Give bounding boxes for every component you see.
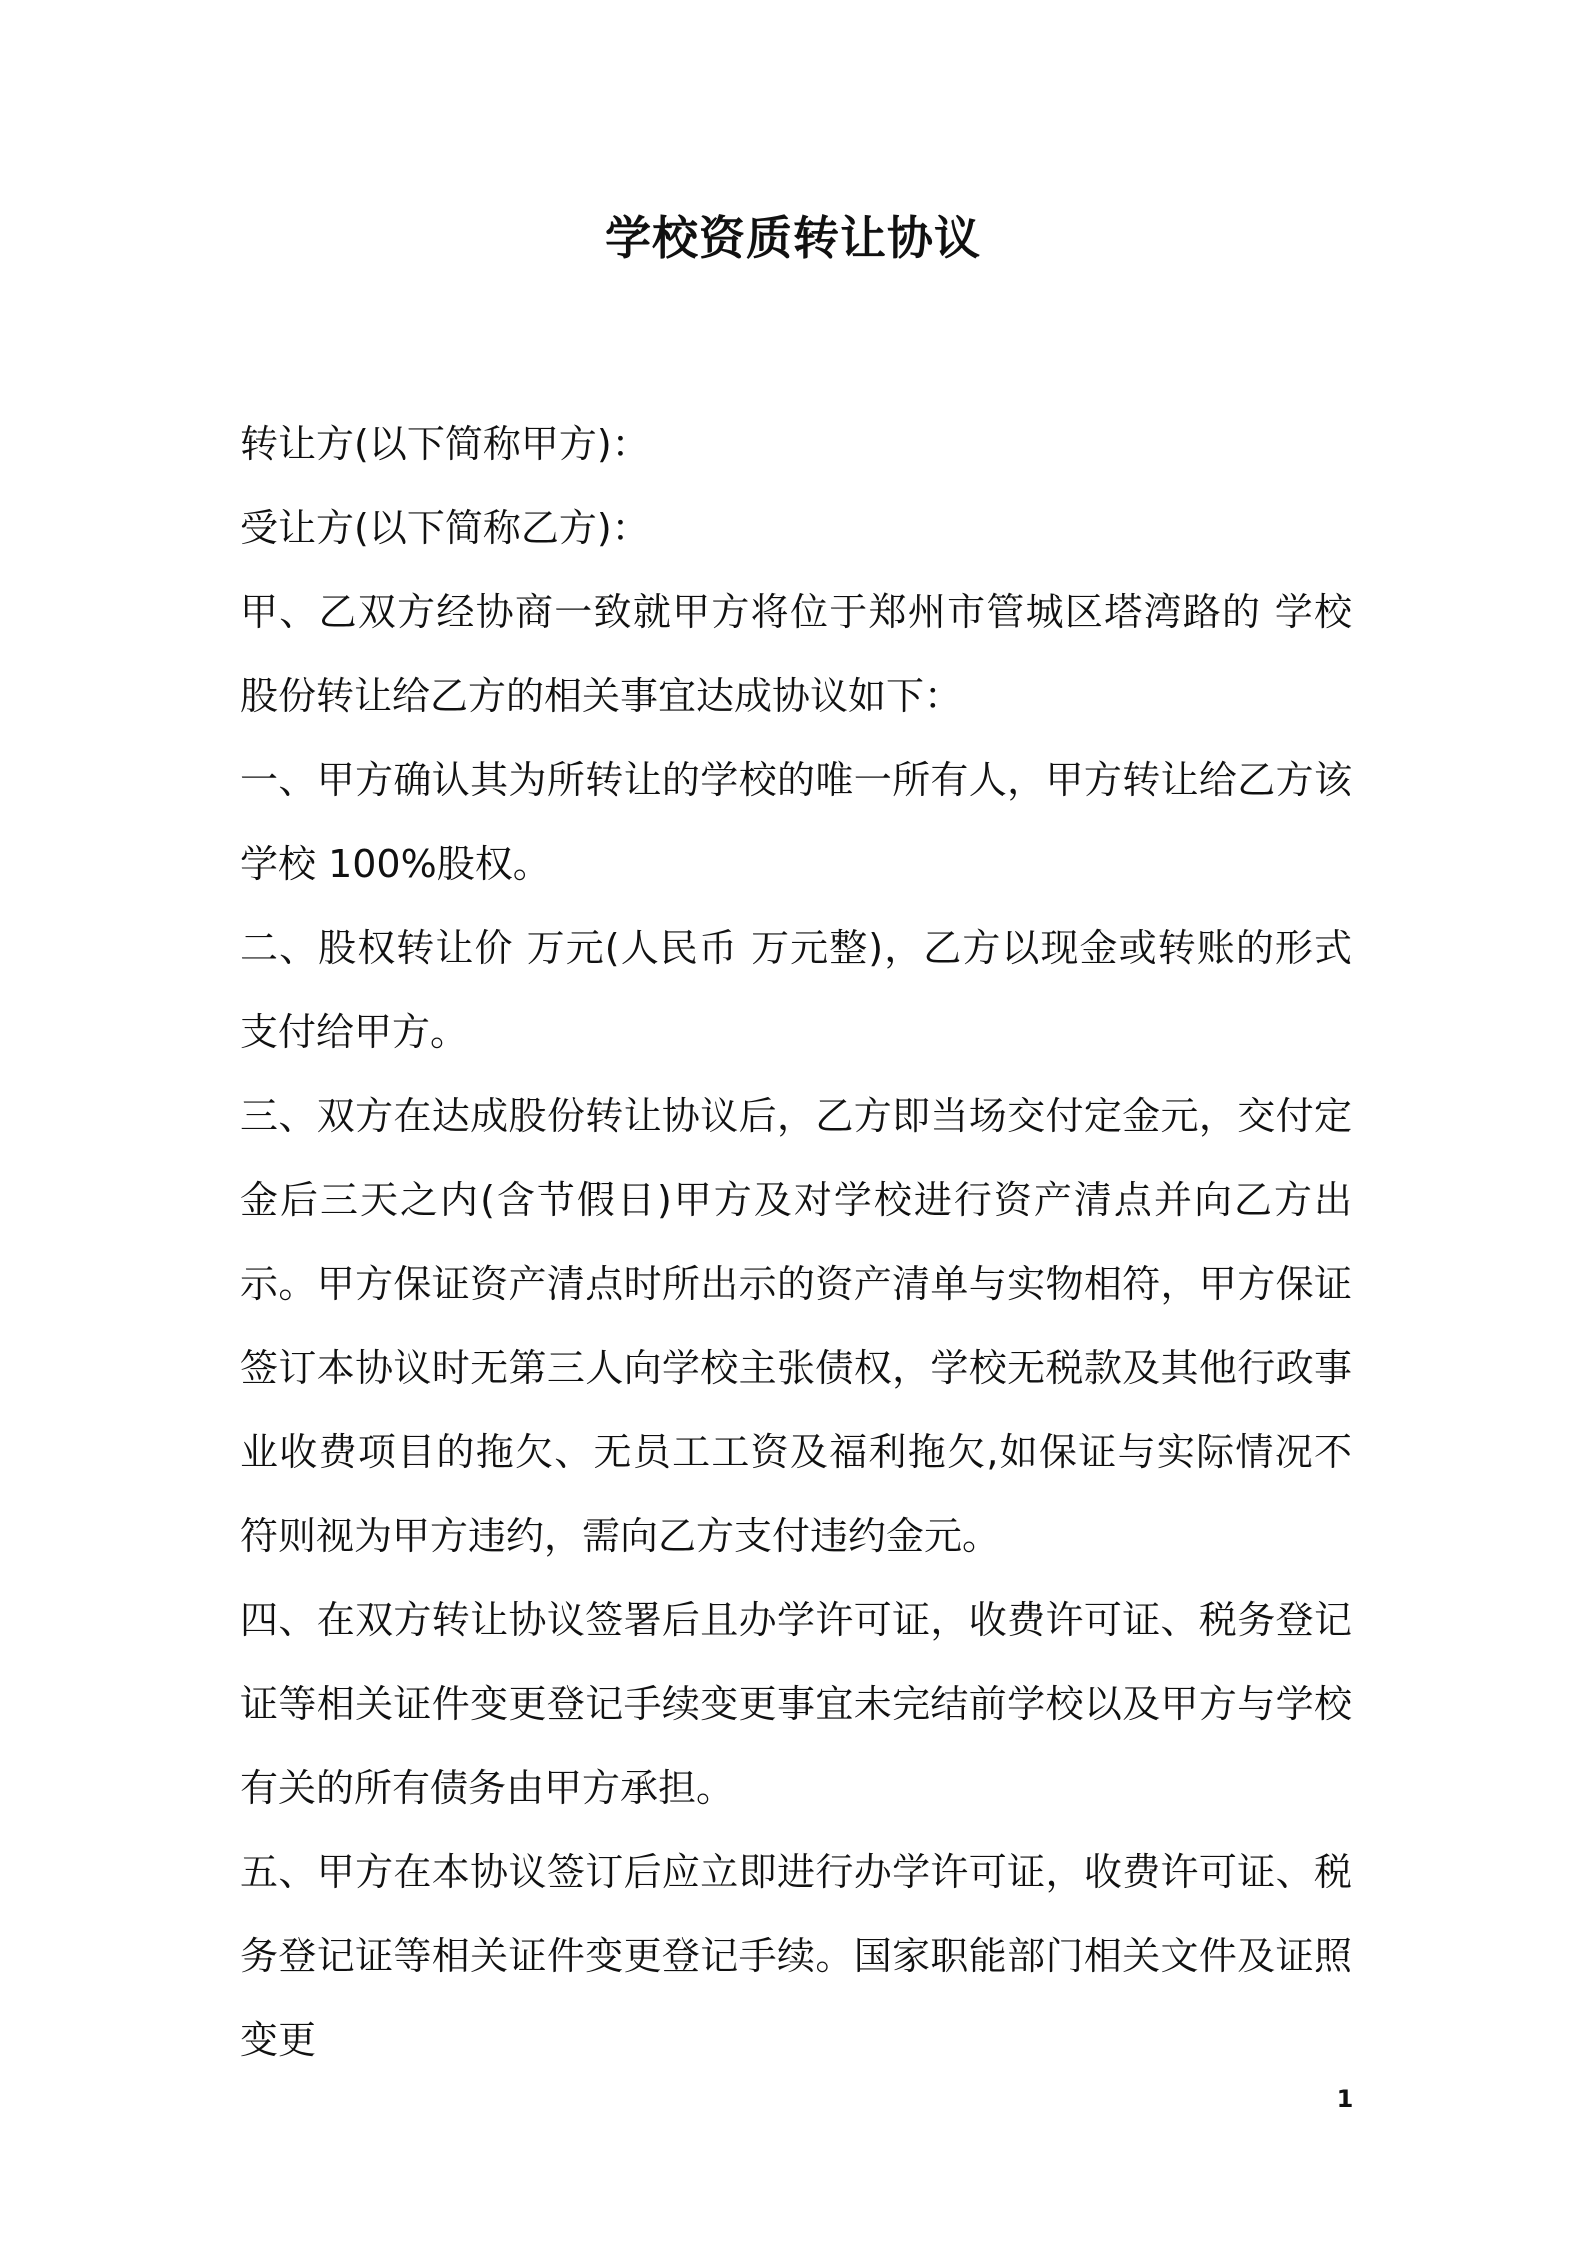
clause-one: 一、甲方确认其为所转让的学校的唯一所有人，甲方转让给乙方该学校 100%股权。 bbox=[240, 758, 1352, 886]
clause-five: 五、甲方在本协议签订后应立即进行办学许可证，收费许可证、税务登记证等相关证件变更登记手续。国家职能部门相关文件及证照变更 bbox=[240, 1850, 1352, 2062]
document-body bbox=[240, 402, 1352, 2082]
paragraph-transferee: 受让方(以下简称乙方)： bbox=[240, 506, 650, 550]
clause-four: 四、在双方转让协议签署后且办学许可证，收费许可证、税务登记证等相关证件变更登记手续变更事宜未完结前学校以及甲方与学校有关的所有债务由甲方承担。 bbox=[240, 1598, 1352, 1810]
clause-two: 二、股权转让价 万元(人民币 万元整)，乙方以现金或转账的形式支付给甲方。 bbox=[240, 926, 1352, 1054]
paragraph-preamble: 甲、乙双方经协商一致就甲方将位于郑州市管城区塔湾路的 学校股份转让给乙方的相关事宜达成协议如下： bbox=[240, 590, 1352, 718]
page-number: 1 bbox=[1336, 2085, 1354, 2113]
clause-three: 三、双方在达成股份转让协议后，乙方即当场交付定金元，交付定金后三天之内(含节假日)甲方及对学校进行资产清点并向乙方出示。甲方保证资产清点时所出示的资产清单与实物相符，甲方保证签订本协议时无第三人向学校主张债权，学校无税款及其他行政事业收费项目的拖欠、无员工工资及福利拖欠,如保证与实际情况不符则视为甲方违约，需向乙方支付违约金元。 bbox=[240, 1094, 1352, 1558]
paragraph-transferor: 转让方(以下简称甲方)： bbox=[240, 422, 650, 466]
document-title: 学校资质转让协议 bbox=[605, 211, 981, 265]
